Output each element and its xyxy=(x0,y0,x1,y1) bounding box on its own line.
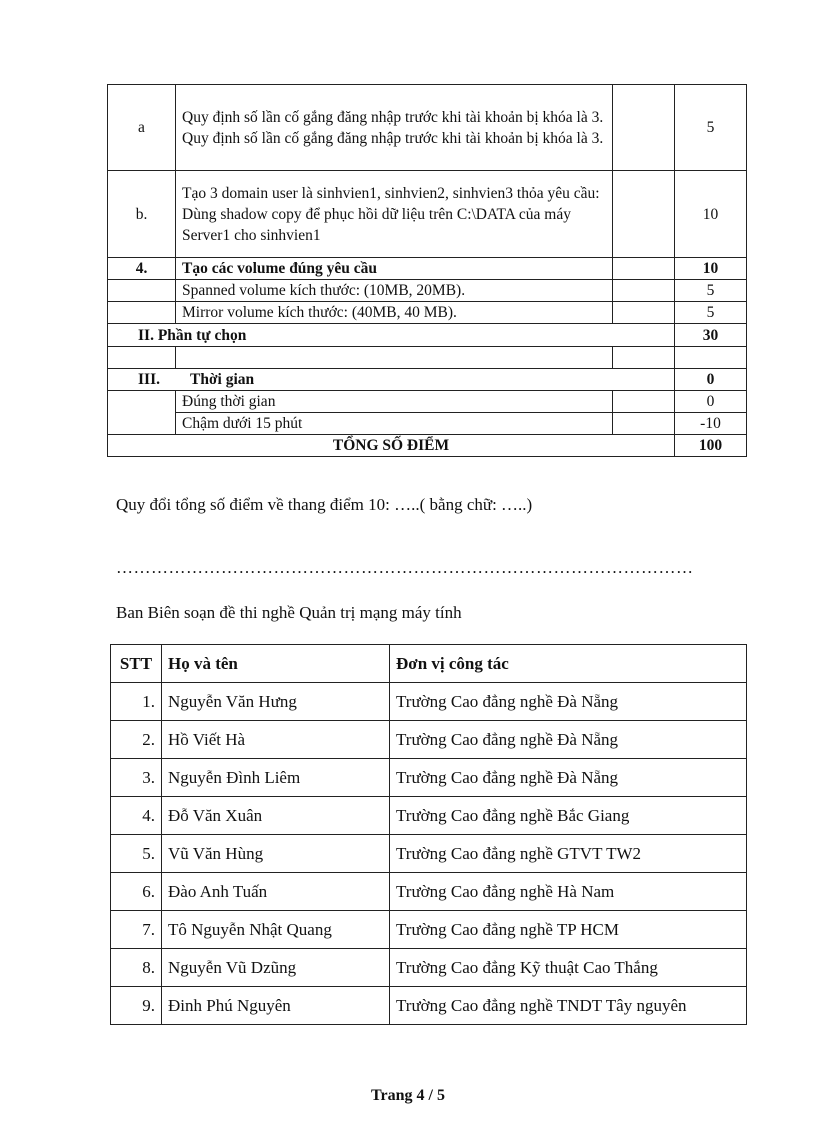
grading-row-on-time xyxy=(108,391,747,413)
member-stt: 2. xyxy=(111,721,162,759)
row-content xyxy=(176,171,613,258)
row-label xyxy=(108,280,176,302)
total-score: 100 xyxy=(675,435,747,457)
row-content: Tạo các volume đúng yêu cầu xyxy=(176,258,613,280)
grading-row-4 xyxy=(108,258,747,280)
member-stt: 1. xyxy=(111,683,162,721)
grading-row-a xyxy=(108,85,747,171)
member-unit: Trường Cao đẳng nghề Đà Nẵng xyxy=(390,721,747,759)
row-content: Spanned volume kích thước: (10MB, 20MB). xyxy=(176,280,613,302)
member-stt: 4. xyxy=(111,797,162,835)
member-stt: 5. xyxy=(111,835,162,873)
grading-row-section-3 xyxy=(108,369,747,391)
member-unit: Trường Cao đẳng Kỹ thuật Cao Thắng xyxy=(390,949,747,987)
members-table xyxy=(110,644,747,1025)
content-line: Tạo 3 domain user là sinhvien1, sinhvien2, sinhvien3 thỏa yêu cầu: xyxy=(182,184,600,202)
member-name: Đỗ Văn Xuân xyxy=(162,797,390,835)
row-score: 10 xyxy=(675,258,747,280)
member-unit: Trường Cao đẳng nghề TNDT Tây nguyên xyxy=(390,987,747,1025)
page-separator: / xyxy=(428,1087,433,1104)
page-footer xyxy=(0,1087,816,1105)
row-score: 0 xyxy=(675,391,747,413)
table-row xyxy=(111,911,747,949)
member-unit: Trường Cao đẳng nghề TP HCM xyxy=(390,911,747,949)
grading-row-spanned xyxy=(108,280,747,302)
table-row xyxy=(111,797,747,835)
empty-cell xyxy=(613,258,675,280)
member-unit: Trường Cao đẳng nghề Đà Nẵng xyxy=(390,759,747,797)
empty-cell xyxy=(613,171,675,258)
row-label xyxy=(108,302,176,324)
row-score: -10 xyxy=(675,413,747,435)
row-score: 30 xyxy=(675,324,747,347)
row-content: Mirror volume kích thước: (40MB, 40 MB). xyxy=(176,302,613,324)
score-conversion-text: Quy đổi tổng số điểm về thang điểm 10: …..( bằng chữ: …..) xyxy=(116,495,533,514)
grading-row-b xyxy=(108,171,747,258)
content-line: Dùng shadow copy để phục hồi dữ liệu trên C:\DATA của máy Server1 cho sinhvien1 xyxy=(182,205,571,244)
page-label: Trang xyxy=(371,1087,413,1104)
header-name: Họ và tên xyxy=(162,645,390,683)
total-label: TỔNG SỐ ĐIỂM xyxy=(108,435,675,457)
member-name: Hồ Viết Hà xyxy=(162,721,390,759)
table-row xyxy=(111,987,747,1025)
member-name: Nguyễn Vũ Dzũng xyxy=(162,949,390,987)
grading-table xyxy=(107,84,747,457)
empty-cell xyxy=(613,302,675,324)
member-name: Nguyễn Văn Hưng xyxy=(162,683,390,721)
empty-cell xyxy=(613,391,675,413)
section-number: III. xyxy=(138,371,160,388)
empty-cell xyxy=(613,85,675,171)
row-content xyxy=(176,347,613,369)
grading-row-total xyxy=(108,435,747,457)
member-stt: 3. xyxy=(111,759,162,797)
row-score: 5 xyxy=(675,85,747,171)
grading-row-empty xyxy=(108,347,747,369)
member-name: Đào Anh Tuấn xyxy=(162,873,390,911)
table-row xyxy=(111,835,747,873)
row-content: Đúng thời gian xyxy=(176,391,613,413)
member-stt: 9. xyxy=(111,987,162,1025)
member-stt: 7. xyxy=(111,911,162,949)
empty-cell xyxy=(613,280,675,302)
member-name: Vũ Văn Hùng xyxy=(162,835,390,873)
member-unit: Trường Cao đẳng nghề GTVT TW2 xyxy=(390,835,747,873)
row-score: 5 xyxy=(675,280,747,302)
member-name: Đinh Phú Nguyên xyxy=(162,987,390,1025)
member-unit: Trường Cao đẳng nghề Bắc Giang xyxy=(390,797,747,835)
dotted-line: ……………………………………………………………………………………… xyxy=(116,558,694,577)
header-stt: STT xyxy=(111,645,162,683)
grading-row-section-2 xyxy=(108,324,747,347)
row-score: 10 xyxy=(675,171,747,258)
board-title: Ban Biên soạn đề thi nghề Quản trị mạng máy tính xyxy=(116,603,462,622)
section-title: Thời gian xyxy=(190,371,255,388)
table-row xyxy=(111,683,747,721)
row-score: 0 xyxy=(675,369,747,391)
member-stt: 8. xyxy=(111,949,162,987)
table-row xyxy=(111,949,747,987)
content-line: Quy định số lần cố gắng đăng nhập trước khi tài khoản bị khóa là 3. xyxy=(182,129,604,147)
members-header-row xyxy=(111,645,747,683)
row-content xyxy=(176,85,613,171)
row-content: Chậm dưới 15 phút xyxy=(176,413,613,435)
member-name: Tô Nguyễn Nhật Quang xyxy=(162,911,390,949)
section-title: II. Phần tự chọn xyxy=(108,324,675,347)
row-label: b. xyxy=(108,171,176,258)
member-stt: 6. xyxy=(111,873,162,911)
row-score: 5 xyxy=(675,302,747,324)
row-label xyxy=(108,347,176,369)
table-row xyxy=(111,759,747,797)
table-row xyxy=(111,721,747,759)
row-label: 4. xyxy=(108,258,176,280)
content-line: Quy định số lần cố gắng đăng nhập trước khi tài khoản bị khóa là 3. xyxy=(182,108,604,126)
row-score xyxy=(675,347,747,369)
header-unit: Đơn vị công tác xyxy=(390,645,747,683)
current-page: 4 xyxy=(416,1087,425,1104)
grading-row-late xyxy=(108,413,747,435)
total-pages: 5 xyxy=(436,1087,445,1104)
empty-cell xyxy=(613,347,675,369)
row-label: a xyxy=(108,85,176,171)
member-unit: Trường Cao đẳng nghề Hà Nam xyxy=(390,873,747,911)
table-row xyxy=(111,873,747,911)
member-name: Nguyễn Đình Liêm xyxy=(162,759,390,797)
member-unit: Trường Cao đẳng nghề Đà Nẵng xyxy=(390,683,747,721)
row-label xyxy=(108,391,176,435)
section-cell xyxy=(108,369,675,391)
empty-cell xyxy=(613,413,675,435)
grading-row-mirror xyxy=(108,302,747,324)
